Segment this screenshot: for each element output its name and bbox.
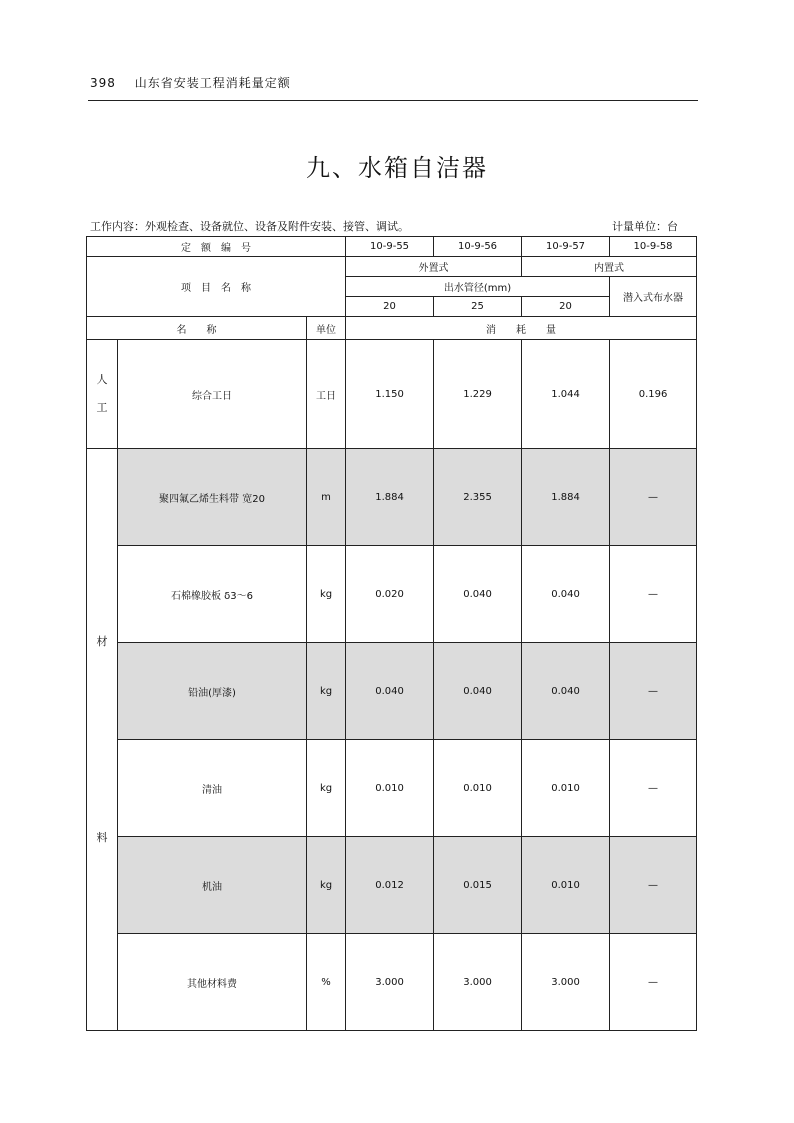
value-cell: — [610, 643, 697, 740]
item-name: 机油 [118, 837, 307, 934]
value-cell: 0.010 [434, 740, 522, 837]
item-name: 聚四氟乙烯生料带 宽20 [118, 449, 307, 546]
value-cell: 0.040 [434, 643, 522, 740]
submersible-label: 潜入式布水器 [610, 277, 697, 317]
name-column-label: 名 称 [87, 317, 307, 340]
table-row [87, 643, 697, 740]
quota-table [86, 236, 697, 1031]
code-cell: 10-9-57 [522, 237, 610, 257]
external-type: 外置式 [346, 257, 522, 277]
table-row [87, 837, 697, 934]
code-cell: 10-9-56 [434, 237, 522, 257]
code-label: 定 额 编 号 [87, 237, 346, 257]
item-name: 铅油(厚漆) [118, 643, 307, 740]
page-header [90, 74, 291, 91]
value-cell: 3.000 [522, 934, 610, 1031]
category-char: 工 [96, 401, 108, 414]
item-name: 综合工日 [118, 340, 307, 449]
labor-category [87, 340, 118, 449]
internal-type: 内置式 [522, 257, 697, 277]
outlet-diameter-label: 出水管径(mm) [346, 277, 610, 297]
book-title: 山东省安装工程消耗量定额 [134, 76, 291, 90]
item-name: 石棉橡胶板 δ3～6 [118, 546, 307, 643]
table-row [87, 546, 697, 643]
item-unit: 工日 [307, 340, 346, 449]
diameter-cell: 25 [434, 297, 522, 317]
value-cell: — [610, 740, 697, 837]
item-name: 其他材料费 [118, 934, 307, 1031]
value-cell: 2.355 [434, 449, 522, 546]
diameter-cell: 20 [346, 297, 434, 317]
value-cell: 1.044 [522, 340, 610, 449]
page-number: 398 [90, 76, 116, 90]
value-cell: 0.020 [346, 546, 434, 643]
type-row [87, 257, 697, 277]
category-char: 料 [96, 830, 108, 844]
code-row [87, 237, 697, 257]
value-cell: 1.150 [346, 340, 434, 449]
unit-column-label: 单位 [307, 317, 346, 340]
table-row [87, 934, 697, 1031]
value-cell: 1.884 [522, 449, 610, 546]
value-cell: 1.884 [346, 449, 434, 546]
category-char: 人 [96, 373, 108, 386]
item-unit: % [307, 934, 346, 1031]
value-cell: — [610, 934, 697, 1031]
value-cell: 1.229 [434, 340, 522, 449]
value-cell: 0.010 [522, 837, 610, 934]
section-title: 九、水箱自洁器 [306, 154, 488, 182]
item-unit: kg [307, 837, 346, 934]
consumption-label: 消 耗 量 [346, 317, 697, 340]
value-cell: — [610, 546, 697, 643]
value-cell: 0.012 [346, 837, 434, 934]
value-cell: — [610, 837, 697, 934]
table-row [87, 340, 697, 449]
value-cell: 0.196 [610, 340, 697, 449]
item-name: 清油 [118, 740, 307, 837]
code-cell: 10-9-55 [346, 237, 434, 257]
table-row [87, 449, 697, 546]
value-cell: 0.010 [346, 740, 434, 837]
item-name-label: 项 目 名 称 [87, 257, 346, 317]
value-cell: 3.000 [346, 934, 434, 1031]
column-header-row [87, 317, 697, 340]
material-category [87, 449, 118, 1031]
category-char: 材 [96, 634, 108, 648]
item-unit: kg [307, 643, 346, 740]
code-cell: 10-9-58 [610, 237, 697, 257]
value-cell: 0.040 [522, 546, 610, 643]
value-cell: 0.015 [434, 837, 522, 934]
value-cell: 0.040 [522, 643, 610, 740]
table-row [87, 740, 697, 837]
item-unit: kg [307, 740, 346, 837]
item-unit: m [307, 449, 346, 546]
diameter-cell: 20 [522, 297, 610, 317]
item-unit: kg [307, 546, 346, 643]
value-cell: 0.040 [434, 546, 522, 643]
measurement-unit: 计量单位：台 [612, 220, 678, 233]
value-cell: 0.040 [346, 643, 434, 740]
value-cell: — [610, 449, 697, 546]
work-content: 工作内容：外观检查、设备就位、设备及附件安装、接管、调试。 [90, 220, 409, 233]
value-cell: 3.000 [434, 934, 522, 1031]
header-rule [88, 100, 698, 101]
value-cell: 0.010 [522, 740, 610, 837]
